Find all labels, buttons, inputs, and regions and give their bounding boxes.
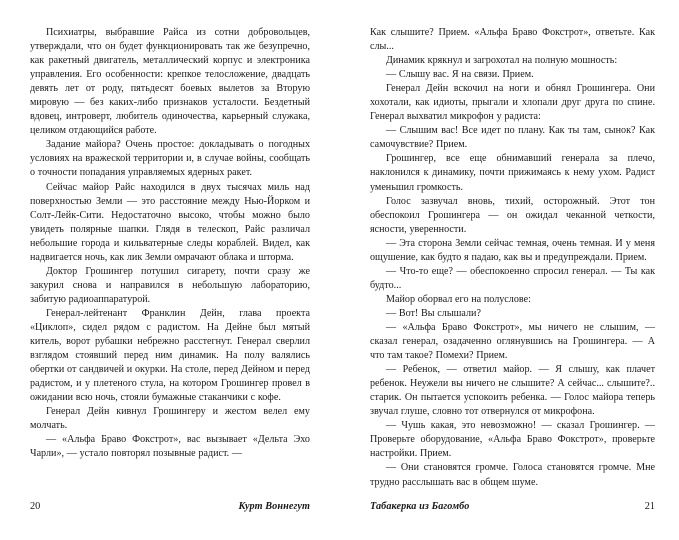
page-number: 20 xyxy=(30,501,41,512)
page-right-footer xyxy=(370,501,655,512)
paragraph: Доктор Грошингер потушил сигарету, почти сразу же закурил снова и направился в небольшую лабораторию, забитую радиоаппаратурой. xyxy=(30,265,310,305)
page-right-textblock xyxy=(370,26,655,490)
paragraph: Задание майора? Очень простое: докладывать о погодных условиях на вражеской территории и, в случае войны, сообщать о точности попадания управляемых ядерных ракет. xyxy=(30,139,310,179)
page-right xyxy=(340,0,679,540)
paragraph: — «Альфа Браво Фокстрот», мы ничего не слышим, — сказал генерал, озадаченно оглянувшись на Грошингера. — А что там такое? Помехи? Прием. xyxy=(370,321,655,362)
paragraph: — Вот! Вы слышали? xyxy=(386,307,481,319)
paragraph: Сейчас майор Райс находился в двух тысячах миль над поверхностью Земли — это расстояние между Нью-Йорком и Солт-Лейк-Сити. Недостаточно высоко, чтобы можно было увидеть полярные шапки. Глядя в телескоп, Райс различал небольшие города и кильватерные следы кораблей. Видел, как надвигается ночь, как лик Земли омрачают облака и шторма. xyxy=(30,181,310,263)
paragraph: Динамик крякнул и загрохотал на полную мошность: xyxy=(386,55,618,67)
paragraph: Майор оборвал его на полуслове: xyxy=(386,293,531,305)
paragraph: — Слышу вас. Я на связи. Прием. xyxy=(386,69,534,81)
paragraph: Генерал Дейн вскочил на ноги и обнял Грошингера. Они хохотали, как идиоты, прыгали и хлопали друг друга по спине. Генерал выхватил микрофон у радиста: xyxy=(370,83,655,123)
paragraph: Грошингер, все еще обнимавший генерала за плечо, наклонился к динамику, почти прижимаясь к нему ухом. Радист уменьшил громкость. xyxy=(370,153,655,193)
paragraph: Генерал-лейтенант Франклин Дейн, глава проекта «Циклоп», сидел рядом с радистом. На Дейне был мятый китель, ворот рубашки небрежно расстегнут. Генерал сверлил взглядом стоявший перед ним динамик. На полу валялись обертки от сандвичей и окурки. На столе, перед Дейном и перед радистом, и у плетеного стула, на котором Грошингер провел в ожидании всю ночь, стояли бумажные стаканчики с кофе. xyxy=(30,307,310,404)
paragraph: Психиатры, выбравшие Райса из сотни добровольцев, утверждали, что он будет функционировать так же безупречно, как ракетный двигатель, металлический корпус и электроника управления. Его особенности: крепкое телосложение, двадцать девять лет от роду, пятьдесят боевых вылетов за Вторую мировую — без каких-либо признаков усталости. Бездетный вдовец, интроверт, любитель одиночества, карьерный служака, целиком отдающийся работе. xyxy=(30,27,310,137)
paragraph: — Слышим вас! Все идет по плану. Как ты там, сынок? Как самочувствие? Прием. xyxy=(370,125,655,151)
paragraph: Голос зазвучал вновь, тихий, осторожный. Этот тон обеспокоил Грошингера — он ожидал чеканной четкости, ясности, уверенности. xyxy=(370,195,655,235)
paragraph-continued: Как слышите? Прием. «Альфа Браво Фокстрот», ответьте. Как слы... xyxy=(370,27,655,53)
paragraph: — Они становятся громче. Голоса становятся громче. Мне трудно расслышать вас в общем шуме. xyxy=(370,462,655,488)
paragraph: — «Альфа Браво Фокстрот», вас вызывает «Дельта Эхо Чарли», — устало повторял позывные радист. — xyxy=(30,434,310,460)
paragraph: Генерал Дейн кивнул Грошингеру и жестом велел ему молчать. xyxy=(30,406,310,432)
page-left-textblock xyxy=(30,26,310,461)
paragraph: — Ребенок, — ответил майор. — Я слышу, как плачет ребенок. Неужели вы ничего не слышите? А сейчас... слышите?.. старик. Он пытается успокоить ребенка. — Голос майора теперь звучал глуше, словно тот отвернулся от микрофона. xyxy=(370,364,655,418)
paragraph: — Чушь какая, это невозможно! — сказал Грошингер. — Проверьте оборудование, «Альфа Браво Фокстрот», проверьте настройки. Прием. xyxy=(370,420,655,460)
page-number: 21 xyxy=(644,501,655,512)
page-left-footer xyxy=(30,501,310,512)
paragraph: — Эта сторона Земли сейчас темная, очень темная. И у меня ощушение, как будто я падаю, как вы и предупреждали. Прием. xyxy=(370,237,655,263)
running-head-author: Курт Воннегут xyxy=(238,501,310,512)
paragraph: — Что-то еще? — обеспокоенно спросил генерал. — Ты как будто... xyxy=(370,265,655,291)
running-head-title: Табакерка из Багомбо xyxy=(370,501,470,512)
